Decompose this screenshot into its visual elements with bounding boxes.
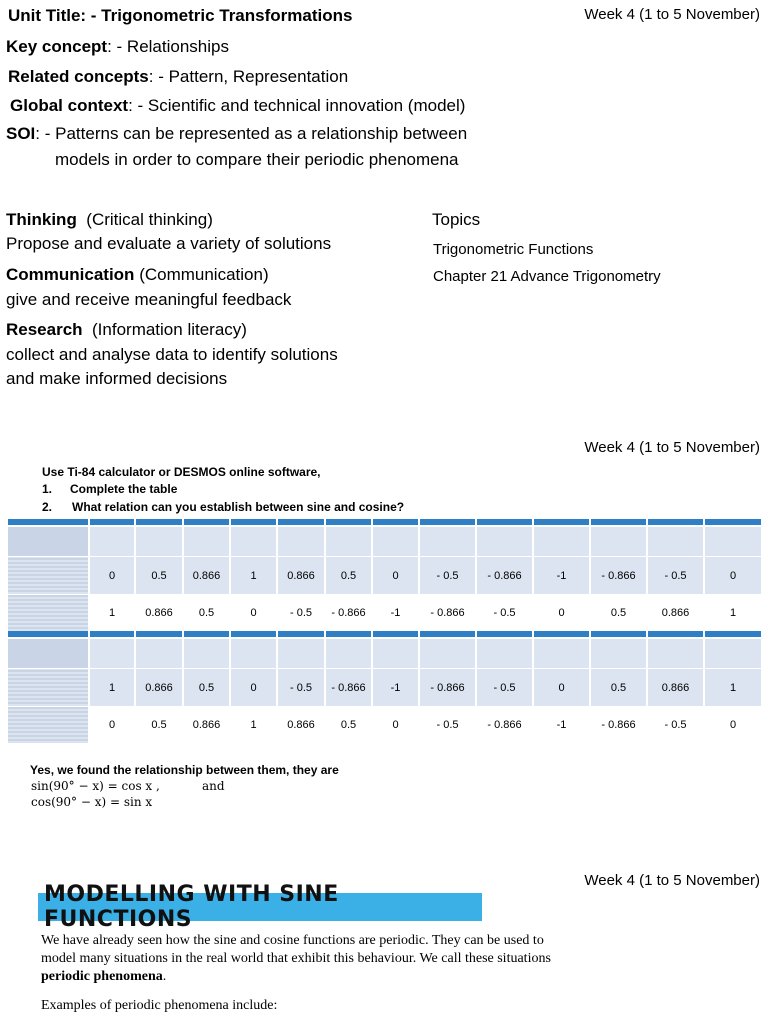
table-cell: - 0.866 bbox=[325, 595, 372, 632]
table-cell: 0.5 bbox=[135, 707, 183, 744]
header-cell bbox=[476, 519, 533, 557]
header-cell bbox=[704, 631, 762, 669]
table-cell: 0 bbox=[704, 557, 762, 595]
table-cell: 0.5 bbox=[325, 707, 372, 744]
table-cell: 0.866 bbox=[183, 557, 230, 595]
table-cell: 0 bbox=[372, 707, 419, 744]
answer-text: Yes, we found the relationship between them, they are bbox=[30, 763, 339, 777]
table-cell: 0 bbox=[89, 707, 135, 744]
instruction: Use Ti-84 calculator or DESMOS online software, bbox=[42, 465, 321, 479]
header-cell bbox=[533, 519, 590, 557]
row-label-cell bbox=[7, 519, 89, 557]
communication-desc: give and receive meaningful feedback bbox=[6, 290, 292, 309]
topic-item-1: Trigonometric Functions bbox=[433, 241, 594, 258]
soi: SOI: - Patterns can be represented as a relationship between bbox=[6, 124, 468, 143]
table-cell: 0.866 bbox=[277, 707, 325, 744]
table-cell: - 0.5 bbox=[647, 707, 704, 744]
table-cell: 1 bbox=[230, 707, 277, 744]
header-cell bbox=[533, 631, 590, 669]
communication-skill: Communication (Communication) bbox=[6, 265, 269, 284]
header-cell bbox=[419, 519, 476, 557]
table-cell: 0 bbox=[230, 669, 277, 707]
header-cell bbox=[476, 631, 533, 669]
table-cell: 0.866 bbox=[135, 595, 183, 632]
table-row bbox=[7, 595, 762, 632]
header-cell bbox=[647, 631, 704, 669]
step-1: 1. Complete the table bbox=[42, 482, 178, 496]
para-line-1: We have already seen how the sine and cosine functions are periodic. They can be used to bbox=[41, 933, 544, 948]
table-cell: 1 bbox=[230, 557, 277, 595]
research-desc-2: and make informed decisions bbox=[6, 369, 228, 388]
header-cell bbox=[704, 519, 762, 557]
header-cell bbox=[277, 519, 325, 557]
table-cell: - 0.5 bbox=[419, 707, 476, 744]
table-cell: 0.5 bbox=[325, 557, 372, 595]
table-cell: - 0.866 bbox=[590, 707, 647, 744]
table-header-row bbox=[7, 631, 762, 669]
examples-line: Examples of periodic phenomena include: bbox=[41, 998, 278, 1013]
table-cell: 1 bbox=[89, 669, 135, 707]
table-cell: - 0.5 bbox=[419, 557, 476, 595]
header-cell bbox=[230, 631, 277, 669]
header-cell bbox=[89, 631, 135, 669]
table-cell: - 0.5 bbox=[476, 669, 533, 707]
table-cell: 0 bbox=[533, 595, 590, 632]
unit-title: Unit Title: - Trigonometric Transformations bbox=[8, 6, 353, 25]
table-cell: -1 bbox=[372, 595, 419, 632]
row-label-cell bbox=[7, 631, 89, 669]
research-desc-1: collect and analyse data to identify solutions bbox=[6, 345, 338, 364]
table-cell: 0 bbox=[704, 707, 762, 744]
header-cell bbox=[647, 519, 704, 557]
row-label-cell bbox=[7, 557, 89, 595]
table-cell: 0.866 bbox=[277, 557, 325, 595]
header-cell bbox=[183, 519, 230, 557]
table-cell: 1 bbox=[704, 669, 762, 707]
header-cell bbox=[590, 519, 647, 557]
table-cell: 0.5 bbox=[183, 669, 230, 707]
header-cell bbox=[372, 519, 419, 557]
key-concept: Key concept: - Relationships bbox=[6, 37, 229, 56]
table-cell: - 0.866 bbox=[419, 595, 476, 632]
week-label-2: Week 4 (1 to 5 November) bbox=[584, 439, 760, 456]
table-cell: -1 bbox=[533, 557, 590, 595]
week-label-1: Week 4 (1 to 5 November) bbox=[584, 6, 760, 23]
topic-item-2: Chapter 21 Advance Trigonometry bbox=[433, 268, 661, 285]
related-concepts: Related concepts: - Pattern, Representation bbox=[8, 67, 349, 86]
research-skill: Research (Information literacy) bbox=[6, 320, 247, 339]
thinking-desc: Propose and evaluate a variety of solutions bbox=[6, 234, 332, 253]
table-row bbox=[7, 669, 762, 707]
header-cell bbox=[325, 519, 372, 557]
table-cell: - 0.5 bbox=[647, 557, 704, 595]
thinking-skill: Thinking (Critical thinking) bbox=[6, 210, 213, 229]
table-cell: 1 bbox=[89, 595, 135, 632]
header-cell bbox=[135, 519, 183, 557]
equation-2: cos(90° − x) = sin x bbox=[31, 795, 153, 809]
table-cell: - 0.866 bbox=[590, 557, 647, 595]
header-cell bbox=[230, 519, 277, 557]
table-cell: 0.5 bbox=[590, 595, 647, 632]
soi-line-2: models in order to compare their periodic phenomena bbox=[55, 150, 459, 169]
row-label-cell bbox=[7, 595, 89, 632]
modelling-banner: MODELLING WITH SINE FUNCTIONS bbox=[38, 893, 482, 921]
para-line-3: periodic phenomena. bbox=[41, 969, 167, 984]
equation-and: and bbox=[202, 779, 225, 793]
para-line-2: model many situations in the real world that exhibit this behaviour. We call these situations bbox=[41, 951, 551, 966]
table-row bbox=[7, 557, 762, 595]
topics-heading: Topics bbox=[432, 210, 481, 229]
table-cell: - 0.5 bbox=[476, 595, 533, 632]
table-cell: 0 bbox=[533, 669, 590, 707]
table-cell: -1 bbox=[372, 669, 419, 707]
week-label-3: Week 4 (1 to 5 November) bbox=[584, 872, 760, 889]
equation-1: sin(90° − x) = cos x , bbox=[31, 779, 160, 793]
table-cell: 0 bbox=[89, 557, 135, 595]
table-cell: -1 bbox=[533, 707, 590, 744]
table-cell: 0.866 bbox=[647, 669, 704, 707]
table-cell: - 0.866 bbox=[476, 557, 533, 595]
table-cell: 1 bbox=[704, 595, 762, 632]
table-cell: - 0.5 bbox=[277, 669, 325, 707]
row-label-cell bbox=[7, 669, 89, 707]
header-cell bbox=[419, 631, 476, 669]
header-cell bbox=[89, 519, 135, 557]
table-cell: 0.5 bbox=[590, 669, 647, 707]
table-cell: - 0.866 bbox=[325, 669, 372, 707]
table-cell: 0 bbox=[372, 557, 419, 595]
table-cell: 0.866 bbox=[183, 707, 230, 744]
global-context: Global context: - Scientific and technical innovation (model) bbox=[10, 96, 466, 115]
table-cell: 0.5 bbox=[183, 595, 230, 632]
row-label-cell bbox=[7, 707, 89, 744]
table-cell: 0.5 bbox=[135, 557, 183, 595]
sine-cosine-table bbox=[6, 519, 763, 743]
table-row bbox=[7, 707, 762, 744]
header-cell bbox=[590, 631, 647, 669]
step-2: 2. What relation can you establish between sine and cosine? bbox=[42, 500, 405, 514]
table-header-row bbox=[7, 519, 762, 557]
table-cell: 0 bbox=[230, 595, 277, 632]
header-cell bbox=[277, 631, 325, 669]
table-cell: 0.866 bbox=[647, 595, 704, 632]
header-cell bbox=[135, 631, 183, 669]
header-cell bbox=[183, 631, 230, 669]
table-cell: - 0.5 bbox=[277, 595, 325, 632]
header-cell bbox=[325, 631, 372, 669]
table-cell: 0.866 bbox=[135, 669, 183, 707]
table-cell: - 0.866 bbox=[476, 707, 533, 744]
table-cell: - 0.866 bbox=[419, 669, 476, 707]
header-cell bbox=[372, 631, 419, 669]
